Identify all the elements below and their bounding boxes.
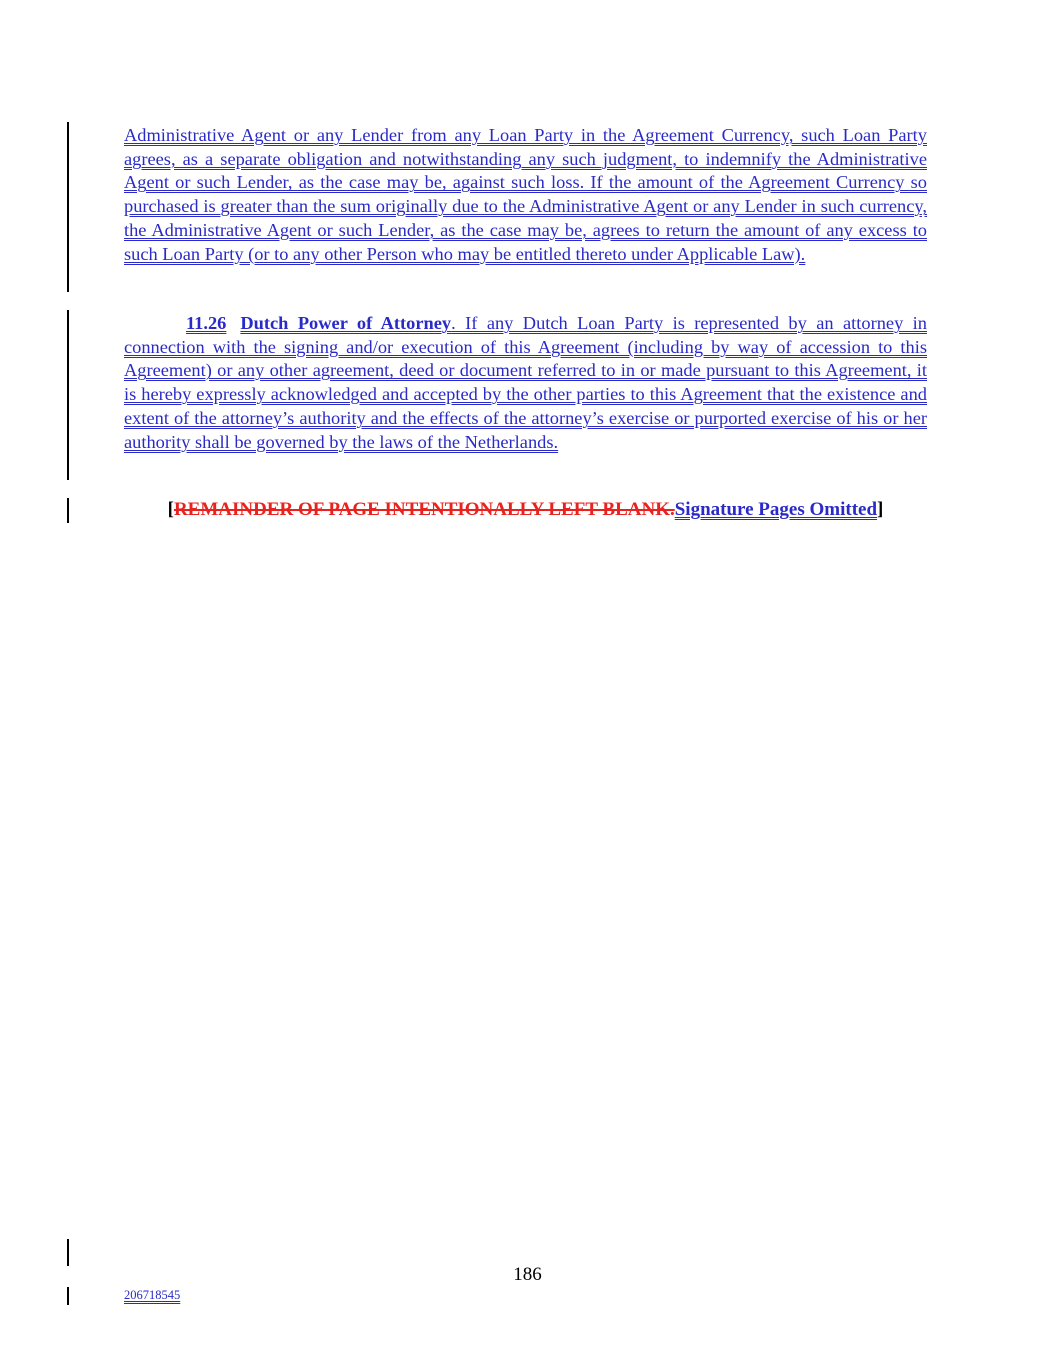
deleted-text: REMAINDER OF PAGE INTENTIONALLY LEFT BLANK. — [173, 499, 675, 520]
change-bar-doc-id — [67, 1287, 69, 1305]
section-body: . If any Dutch Loan Party is represented by an attorney in connection with the signing and/or execution of this Agreement (including by way of accession to this Agreement) or any other agreement, deed or document referred to in or made pursuant to this Agreement, it is hereby expressly acknowledged and accepted by the other parties to this Agreement that the existence and extent of the attorney’s authority and the effects of the attorney’s exercise or purported exercise of his or her authority shall be governed by the laws of the Netherlands. — [124, 313, 927, 452]
change-bar-section-11-26 — [67, 310, 69, 480]
remainder-line — [124, 498, 927, 522]
page-number: 186 — [513, 1264, 542, 1285]
paragraph-judgment-currency — [124, 124, 927, 266]
change-bar-paragraph-1 — [67, 122, 69, 292]
section-number: 11.26 — [186, 313, 227, 333]
open-bracket: [ — [167, 499, 174, 520]
change-bar-page-number — [67, 1239, 69, 1266]
section-title: Dutch Power of Attorney — [240, 313, 452, 333]
change-bar-remainder-line — [67, 498, 69, 523]
close-bracket: ] — [877, 499, 884, 520]
inserted-text-signature: Signature Pages Omitted — [674, 499, 878, 520]
document-id: 206718545 — [124, 1288, 181, 1302]
section-11-26-paragraph — [124, 312, 927, 454]
inserted-text: Administrative Agent or any Lender from any Loan Party in the Agreement Currency, such Loan Party agrees, as a separate obligation and notwithstanding any such judgment, to indemnify the Administrative Agent or such Lender, as the case may be, against such loss. If the amount of the Agreement Currency so purchased is greater than the sum originally due to the Administrative Agent or any Lender in such currency, the Administrative Agent or such Lender, as the case may be, agrees to return the amount of any excess to such Loan Party (or to any other Person who may be entitled thereto under Applicable Law). — [124, 125, 927, 264]
